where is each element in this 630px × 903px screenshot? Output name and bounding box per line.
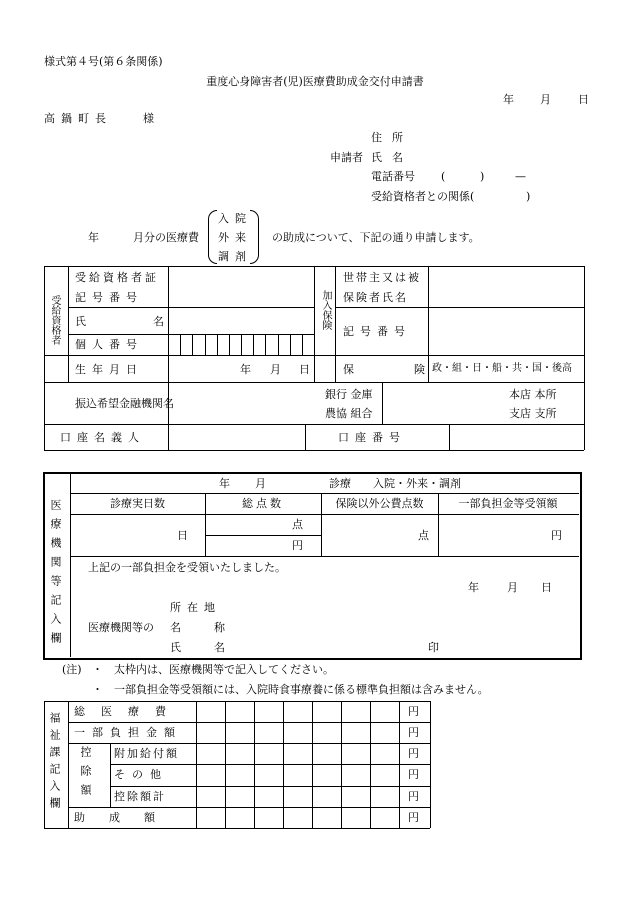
medical-institution-side-label: 医療機関等記入欄: [49, 499, 62, 651]
name-label-right: 名: [153, 315, 164, 328]
bank-label: 振込希望金融機関名: [75, 397, 174, 410]
yen-unit-row3: 円: [408, 747, 419, 760]
yen-unit-row6: 円: [408, 811, 419, 824]
insurance-side-label: 加入保険: [320, 290, 331, 330]
phone-dash: —: [515, 170, 526, 183]
relationship-label: 受給資格者との関係(: [371, 190, 475, 203]
institution-address-label: 所在地: [170, 601, 221, 614]
treatment-types: 診療 入院・外来・調剤: [329, 477, 461, 490]
yen-unit-points: 円: [292, 539, 303, 552]
deduction-label: 控除額: [79, 746, 92, 803]
bank-type-1: 銀行 金庫: [325, 388, 373, 401]
welfare-side-label: 福祉課記入欄: [48, 712, 61, 814]
request-month-text: 月分の医療費: [133, 231, 199, 244]
receipt-month: 月: [507, 581, 518, 594]
applicant-label: 申請者: [330, 151, 363, 164]
date-month-label: 月: [540, 93, 551, 106]
receipt-statement: 上記の一部負担金を受領いたしました。: [88, 561, 286, 574]
date-day-label: 日: [578, 93, 589, 106]
receipt-day: 日: [541, 581, 552, 594]
brace-left: [208, 210, 217, 264]
institution-name-label-b: 称: [214, 621, 225, 634]
note-1: ・ 太枠内は、医療機関等で記入してください。: [92, 663, 334, 676]
applicant-name-label: 氏名: [371, 151, 413, 164]
option-inpatient: 入院: [218, 212, 252, 225]
institution-prefix: 医療機関等の: [88, 621, 154, 634]
insurance-number-label: 記号番号: [343, 325, 411, 338]
date-year-label: 年: [503, 93, 514, 106]
birthdate-month: 月: [270, 363, 281, 376]
copay-received-header: 一部負担金等受領額: [458, 497, 558, 510]
branch-type-2: 支店 支所: [509, 407, 557, 420]
subsidy-amount-label: 助成額: [74, 811, 179, 824]
yen-unit-row5: 円: [408, 790, 419, 803]
treatment-days-header: 診療実日数: [110, 497, 165, 510]
points-unit: 点: [292, 518, 303, 531]
public-points-unit: 点: [418, 529, 429, 542]
yen-unit-row2: 円: [408, 726, 419, 739]
householder-label-line2: 保険者氏名: [343, 291, 408, 304]
birthdate-year: 年: [240, 363, 251, 376]
branch-type-1: 本店 本所: [509, 388, 557, 401]
option-outpatient: 外来: [218, 231, 252, 244]
birthdate-label: 生年月日: [75, 363, 143, 376]
option-dispensing: 調剤: [218, 250, 252, 263]
days-unit: 日: [177, 529, 188, 542]
cert-label-line2: 記号番号: [75, 291, 143, 304]
name-label-left: 氏: [75, 315, 86, 328]
receipt-year: 年: [468, 581, 479, 594]
applicant-address-label: 住所: [371, 131, 413, 144]
relationship-paren-close: ): [526, 190, 531, 203]
copay-yen-unit: 円: [551, 529, 562, 542]
treatment-year: 年: [219, 477, 230, 490]
deduction-total-label: 控除額計: [114, 790, 166, 803]
account-holder-label: 口座名義人: [60, 431, 145, 444]
note-label: (注): [62, 663, 82, 676]
eligible-person-side-label: 受給資格者: [49, 295, 60, 345]
bank-type-2: 農協 組合: [325, 407, 373, 420]
additional-benefit-label: 附加給付額: [114, 747, 179, 760]
institution-name-label-a: 名: [170, 621, 181, 634]
seal-mark: 印: [428, 641, 439, 654]
phone-paren-open: (: [441, 170, 446, 183]
public-expense-header: 保険以外公費点数: [335, 497, 424, 510]
total-points-header: 総点数: [242, 497, 284, 510]
yen-unit-row4: 円: [408, 768, 419, 781]
doctor-name-label-a: 氏: [170, 641, 181, 654]
personal-number-label: 個人番号: [75, 338, 143, 351]
phone-paren-close: ): [480, 170, 485, 183]
addressee: 高鍋町長: [44, 112, 112, 125]
cert-label-line1: 受給資格者証: [75, 271, 159, 284]
birthdate-day: 日: [299, 363, 310, 376]
insurance-types: 政・組・日・船・共・国・後高: [432, 363, 572, 374]
yen-unit-row1: 円: [408, 705, 419, 718]
doctor-name-label-b: 名: [214, 641, 225, 654]
form-number: 様式第４号(第６条関係): [44, 55, 163, 68]
householder-label-line1: 世帯主又は被: [343, 271, 421, 284]
account-number-label: 口座番号: [338, 431, 406, 444]
request-tail-text: の助成について、下記の通り申請します。: [272, 231, 480, 244]
other-label: その他: [114, 768, 168, 781]
phone-label: 電話番号: [371, 170, 415, 183]
note-2: ・ 一部負担金等受領額には、入院時食事療養に係る標準負担額は含みません。: [92, 683, 489, 696]
form-title: 重度心身障害者(児)医療費助成金交付申請書: [206, 75, 424, 88]
insurance-label-right: 険: [414, 363, 425, 376]
insurance-label-left: 保: [343, 363, 354, 376]
addressee-honorific: 様: [143, 112, 154, 125]
total-medical-cost-label: 総医療費: [74, 705, 182, 718]
treatment-month: 月: [255, 477, 266, 490]
request-year-label: 年: [88, 231, 99, 244]
copay-amount-label: 一部負担金額: [74, 726, 182, 739]
